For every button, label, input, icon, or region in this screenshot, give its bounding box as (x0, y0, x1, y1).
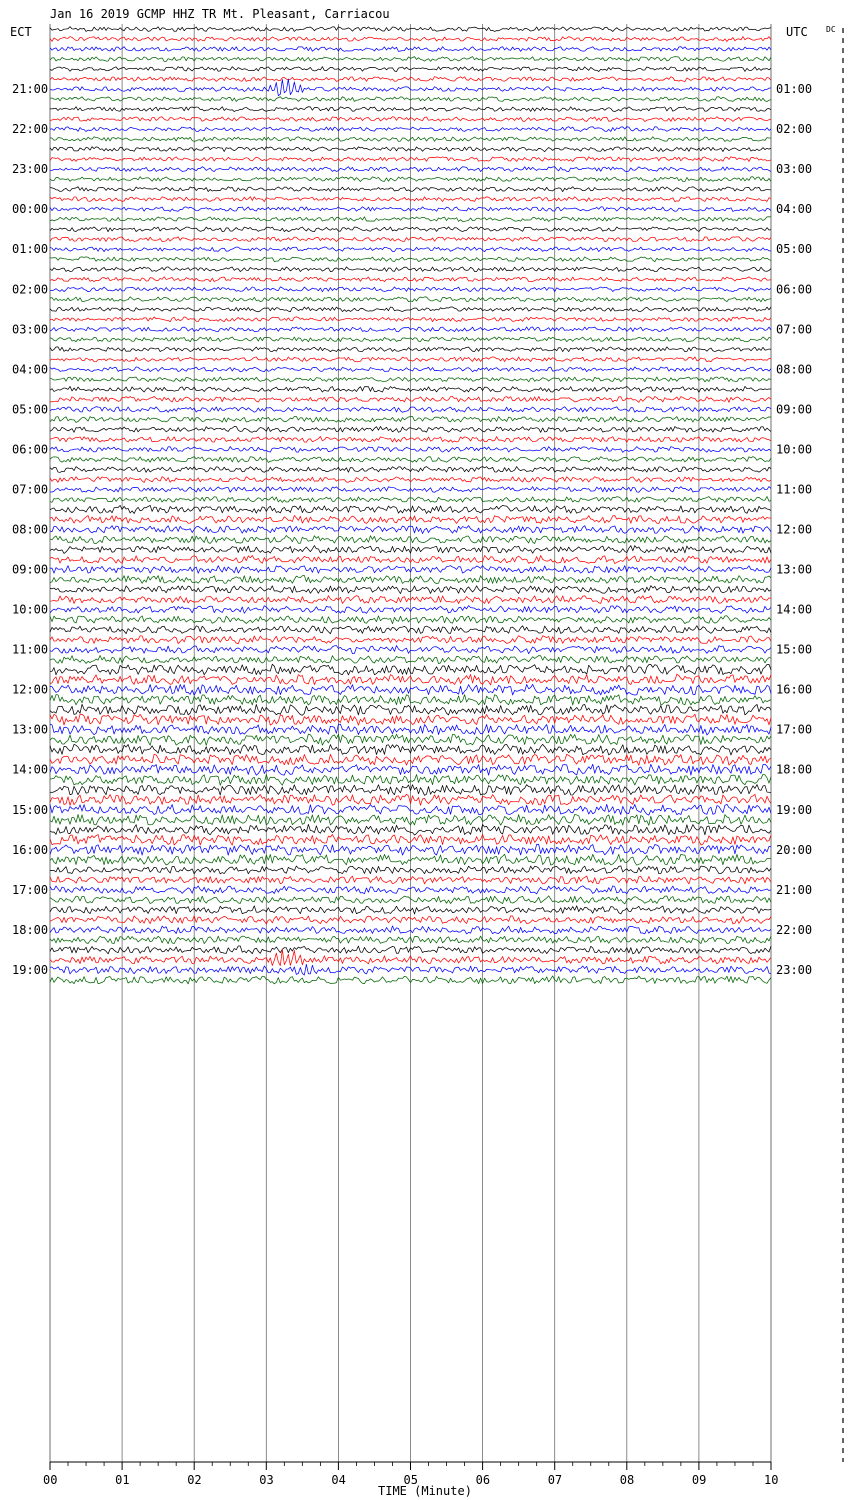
right-hour-label: 06:00 (776, 282, 813, 297)
left-hour-label: 05:00 (12, 402, 49, 417)
right-hour-label: 17:00 (776, 722, 813, 737)
right-hour-label: 22:00 (776, 922, 813, 937)
x-axis-title: TIME (Minute) (378, 1484, 472, 1498)
right-hour-label: 05:00 (776, 242, 813, 257)
chart-title: Jan 16 2019 GCMP HHZ TR Mt. Pleasant, Carriacou (50, 7, 390, 21)
right-hour-label: 04:00 (776, 202, 813, 217)
left-hour-label: 22:00 (12, 122, 49, 137)
right-hour-label: 15:00 (776, 642, 813, 657)
right-hour-label: 13:00 (776, 562, 813, 577)
left-hour-label: 07:00 (12, 482, 49, 497)
x-tick-label: 07 (547, 1473, 563, 1487)
right-hour-label: 07:00 (776, 322, 813, 337)
left-hour-label: 14:00 (12, 762, 49, 777)
right-hour-label: 02:00 (776, 122, 813, 137)
x-tick-label: 08 (619, 1473, 635, 1487)
left-hour-label: 23:00 (12, 162, 49, 177)
left-hour-label: 00:00 (12, 202, 49, 217)
right-hour-label: 09:00 (776, 402, 813, 417)
left-hour-label: 16:00 (12, 842, 49, 857)
right-hour-label: 23:00 (776, 962, 813, 977)
left-hour-label: 15:00 (12, 802, 49, 817)
left-hour-label: 06:00 (12, 442, 49, 457)
x-tick-label: 00 (43, 1473, 58, 1487)
right-hour-label: 01:00 (776, 82, 813, 97)
left-hour-label: 02:00 (12, 282, 49, 297)
right-hour-label: 16:00 (776, 682, 813, 697)
left-hour-label: 21:00 (12, 82, 49, 97)
right-timezone-label: UTC (786, 25, 808, 39)
x-tick-label: 06 (475, 1473, 491, 1487)
right-hour-label: 19:00 (776, 802, 813, 817)
x-tick-label: 03 (259, 1473, 274, 1487)
right-hour-label: 21:00 (776, 882, 813, 897)
right-hour-label: 14:00 (776, 602, 813, 617)
left-hour-label: 19:00 (12, 962, 49, 977)
right-hour-label: 03:00 (776, 162, 813, 177)
right-hour-label: 20:00 (776, 842, 813, 857)
left-timezone-label: ECT (10, 25, 32, 39)
x-tick-label: 04 (331, 1473, 346, 1487)
dc-label: DC (826, 25, 836, 34)
left-hour-label: 08:00 (12, 522, 49, 537)
left-hour-label: 01:00 (12, 242, 49, 257)
left-hour-label: 09:00 (12, 562, 49, 577)
x-tick-label: 09 (691, 1473, 707, 1487)
left-hour-label: 11:00 (12, 642, 49, 657)
x-tick-label: 01 (115, 1473, 130, 1487)
x-tick-label: 02 (187, 1473, 202, 1487)
x-tick-label: 10 (764, 1473, 779, 1487)
x-tick-label: 05 (403, 1473, 418, 1487)
right-hour-label: 08:00 (776, 362, 813, 377)
right-hour-label: 12:00 (776, 522, 813, 537)
left-hour-label: 03:00 (12, 322, 49, 337)
right-hour-label: 10:00 (776, 442, 813, 457)
left-hour-label: 18:00 (12, 922, 49, 937)
right-hour-label: 18:00 (776, 762, 813, 777)
left-hour-label: 04:00 (12, 362, 49, 377)
left-hour-label: 17:00 (12, 882, 49, 897)
left-hour-label: 10:00 (12, 602, 49, 617)
left-hour-label: 13:00 (12, 722, 49, 737)
left-hour-label: 12:00 (12, 682, 49, 697)
right-hour-label: 11:00 (776, 482, 813, 497)
